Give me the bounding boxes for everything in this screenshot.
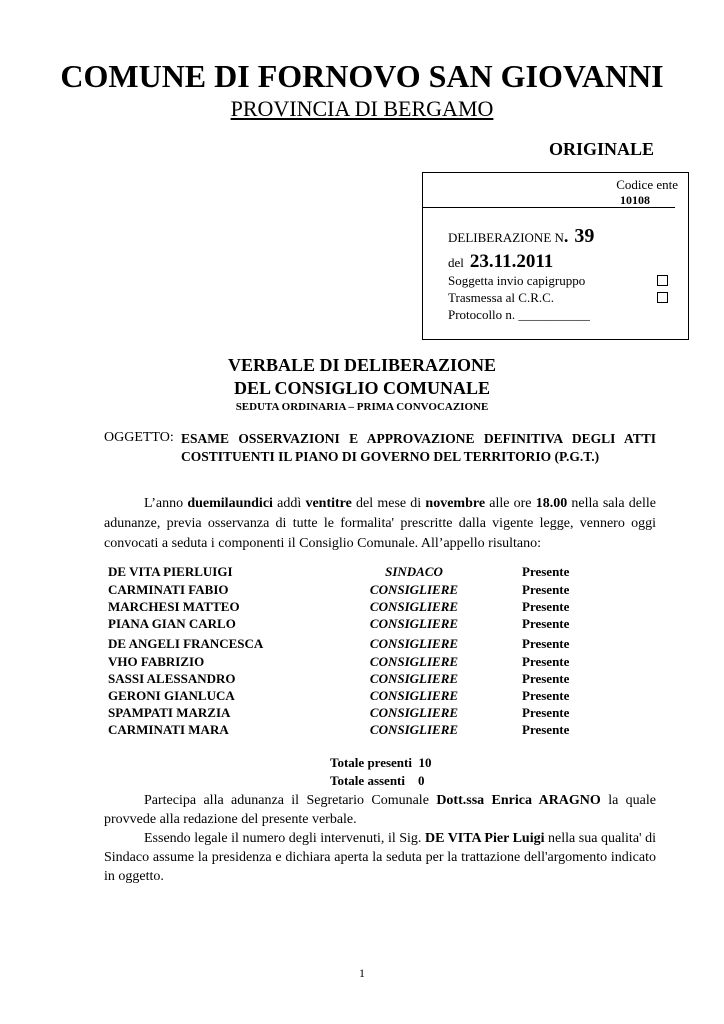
member-row [108, 705, 656, 722]
intro-text-1: L’anno [144, 496, 188, 511]
member-status: Presente [522, 722, 570, 737]
member-role: CONSIGLIERE [369, 705, 459, 720]
member-status: Presente [522, 636, 570, 651]
member-status: Presente [522, 616, 570, 631]
member-name: CARMINATI FABIO [108, 582, 229, 597]
page-number: 1 [359, 966, 365, 980]
member-name: GERONI GIANLUCA [108, 688, 235, 703]
member-role: CONSIGLIERE [369, 722, 459, 737]
member-row [108, 564, 656, 581]
intro-month: novembre [425, 496, 486, 511]
date-label: del [448, 255, 464, 270]
member-name: DE ANGELI FRANCESCA [108, 636, 264, 651]
page-subtitle [0, 96, 724, 122]
member-status: Presente [522, 564, 570, 579]
intro-text-5: nella sala delle adunanze, previa osservanza di tutte le formalita' prescritte dalla vigente legge, vennero oggi convocati a seduta i componenti il Consiglio Comunale. All’appello risultano: [104, 496, 656, 551]
oggetto-text: ESAME OSSERVAZIONI E APPROVAZIONE DEFINITIVA DEGLI ATTI COSTITUENTI IL PIANO DI GOVERNO DEL TERRITORIO (P.G.T.) [181, 431, 656, 464]
total-absent: Totale assenti 0 [330, 773, 425, 788]
crc-checkbox[interactable] [657, 292, 668, 303]
crc-row [448, 290, 668, 306]
verbale-heading-2: DEL CONSIGLIO COMUNALE [233, 378, 491, 398]
deliberation-info-box [422, 172, 689, 340]
codice-ente-label: Codice ente [616, 177, 678, 192]
page-title: COMUNE DI FORNOVO SAN GIOVANNI [60, 58, 664, 94]
member-row [108, 722, 656, 739]
secretary-name: Dott.ssa Enrica ARAGNO [436, 793, 601, 808]
seduta-subheading: SEDUTA ORDINARIA – PRIMA CONVOCAZIONE [235, 401, 489, 413]
capigruppo-row [448, 273, 668, 289]
member-status: Presente [522, 671, 570, 686]
capigruppo-checkbox[interactable] [657, 275, 668, 286]
intro-paragraph [104, 494, 656, 554]
member-role: CONSIGLIERE [369, 599, 459, 614]
secretary-text-1: Partecipa alla adunanza il Segretario Comunale [144, 793, 437, 808]
secretary-text-2: la quale provvede alla redazione del presente verbale. [104, 793, 656, 827]
member-role: CONSIGLIERE [369, 582, 459, 597]
oggetto-label: OGGETTO: [104, 430, 174, 445]
total-present: Totale presenti 10 [330, 755, 432, 770]
date-value: 23.11.2011 [469, 251, 554, 272]
member-row [108, 616, 656, 633]
member-role: CONSIGLIERE [369, 636, 459, 651]
member-name: DE VITA PIERLUIGI [108, 564, 233, 579]
mayor-text-1: Essendo legale il numero degli intervenuti, il Sig. [144, 831, 425, 846]
verbale-heading-1: VERBALE DI DELIBERAZIONE [227, 355, 497, 375]
deliberation-number [448, 225, 594, 248]
protocollo-row: Protocollo n. ___________ [448, 307, 590, 322]
intro-year: duemilaundici [187, 496, 273, 511]
mayor-paragraph [104, 829, 656, 886]
capigruppo-label: Soggetta invio capigruppo [448, 273, 586, 288]
member-role: CONSIGLIERE [369, 688, 459, 703]
member-name: SPAMPATI MARZIA [108, 705, 231, 720]
member-row [108, 671, 656, 688]
member-status: Presente [522, 688, 570, 703]
codice-divider [423, 207, 675, 208]
member-role: CONSIGLIERE [369, 654, 459, 669]
member-role: CONSIGLIERE [369, 671, 459, 686]
member-name: PIANA GIAN CARLO [108, 616, 236, 631]
member-role: SINDACO [385, 564, 443, 579]
intro-text-2: addì [272, 496, 306, 511]
original-label: ORIGINALE [548, 139, 654, 159]
province-label: PROVINCIA DI BERGAMO [230, 96, 494, 121]
codice-ente-value: 10108 [620, 193, 650, 207]
deliberation-number-value: 39 [574, 225, 595, 247]
member-row [108, 636, 656, 653]
mayor-name: DE VITA Pier Luigi [424, 831, 545, 846]
deliberation-date [448, 251, 553, 273]
intro-hour: 18.00 [535, 496, 568, 511]
member-status: Presente [522, 705, 570, 720]
member-row [108, 654, 656, 671]
member-name: SASSI ALESSANDRO [108, 671, 236, 686]
secretary-paragraph [104, 791, 656, 829]
intro-day: ventitre [305, 496, 352, 511]
intro-text-3: del mese di [351, 496, 426, 511]
deliberation-label: DELIBERAZIONE N [448, 230, 564, 245]
member-status: Presente [522, 582, 570, 597]
member-status: Presente [522, 599, 570, 614]
member-row [108, 688, 656, 705]
member-name: CARMINATI MARA [108, 722, 229, 737]
intro-text-4: alle ore [485, 496, 536, 511]
crc-label: Trasmessa al C.R.C. [448, 290, 555, 305]
member-name: MARCHESI MATTEO [108, 599, 240, 614]
member-status: Presente [522, 654, 570, 669]
member-row [108, 582, 656, 599]
deliberation-dot: . [563, 226, 569, 246]
mayor-text-2: nella sua qualita' di Sindaco assume la presidenza e dichiara aperta la seduta per la trattazione dell'argomento indicato in oggetto. [104, 831, 656, 884]
member-name: VHO FABRIZIO [108, 654, 205, 669]
member-role: CONSIGLIERE [369, 616, 459, 631]
member-row [108, 599, 656, 616]
